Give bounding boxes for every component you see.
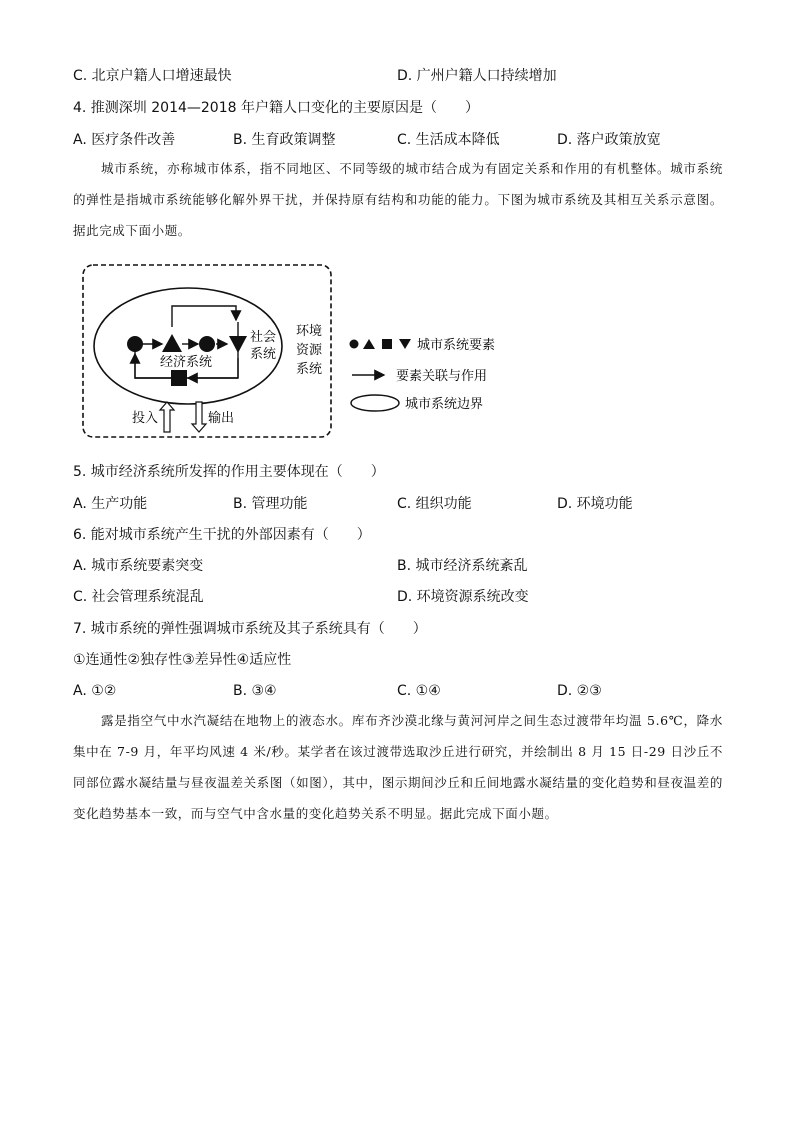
q7-option-c: C. ①④: [397, 683, 441, 699]
input-arrow-icon: [160, 402, 174, 432]
urban-system-diagram: [78, 262, 538, 442]
legend-arrow-label: 要素关联与作用: [396, 369, 488, 384]
q6-option-b: B. 城市经济系统紊乱: [397, 558, 528, 574]
q7-items: ①连通性②独存性③差异性④适应性: [73, 652, 292, 668]
q5-option-d: D. 环境功能: [557, 496, 633, 512]
env-label-1: 环境: [296, 324, 323, 339]
element-triangle: [162, 334, 182, 352]
q7-option-a: A. ①②: [73, 683, 117, 699]
q5-stem: 5. 城市经济系统所发挥的作用主要体现在（ ）: [73, 464, 385, 480]
q6-option-d: D. 环境资源系统改变: [397, 589, 529, 605]
legend-triangle-icon: [363, 339, 375, 349]
q4-option-b: B. 生育政策调整: [233, 132, 336, 148]
q4-option-c: C. 生活成本降低: [397, 132, 500, 148]
q4-option-a: A. 医疗条件改善: [73, 132, 176, 148]
q7-option-b: B. ③④: [233, 683, 277, 699]
input-label: 投入: [132, 411, 159, 426]
q3-option-d: D. 广州户籍人口持续增加: [397, 68, 557, 84]
q4-option-d: D. 落户政策放宽: [557, 132, 661, 148]
passage-dew: 露是指空气中水汽凝结在地物上的液态水。库布齐沙漠北缘与黄河河岸之间生态过渡带年均温 5.6℃，降水集中在 7-9 月，年平均风速 4 米/秒。某学者在该过渡带选取沙丘进行研究，并绘制出 8 月 15 日-29 日沙丘不同部位露水凝结量与昼夜温差关系图（如图），其中，图示期间沙丘和丘间地露水凝结量的变化趋势和昼夜温差的变化趋势基本一致，而与空气中含水量的变化趋势关系不明显。据此完成下面小题。: [73, 713, 723, 821]
q6-option-c: C. 社会管理系统混乱: [73, 589, 204, 605]
q6-option-a: A. 城市系统要素突变: [73, 558, 204, 574]
legend-elements-label: 城市系统要素: [417, 338, 496, 353]
legend-circle-icon: [350, 340, 359, 349]
legend-boundary-icon: [351, 395, 399, 411]
element-down-triangle: [229, 336, 247, 353]
output-arrow-icon: [192, 402, 206, 432]
element-square: [171, 370, 187, 386]
q6-stem: 6. 能对城市系统产生干扰的外部因素有（ ）: [73, 527, 371, 543]
q4-stem: 4. 推测深圳 2014—2018 年户籍人口变化的主要原因是（ ）: [73, 100, 479, 116]
legend-down-triangle-icon: [399, 339, 411, 349]
env-label-2: 资源: [296, 343, 323, 358]
element-circle-left: [127, 336, 143, 352]
output-label: 输出: [208, 411, 235, 426]
q7-stem: 7. 城市系统的弹性强调城市系统及其子系统具有（ ）: [73, 621, 427, 637]
element-circle-right: [199, 336, 215, 352]
legend-square-icon: [382, 339, 392, 349]
env-label-3: 系统: [296, 362, 323, 377]
q5-option-c: C. 组织功能: [397, 496, 472, 512]
legend-boundary-label: 城市系统边界: [405, 397, 484, 412]
society-system-label-2: 系统: [250, 347, 277, 362]
q5-option-b: B. 管理功能: [233, 496, 308, 512]
q3-option-c: C. 北京户籍人口增速最快: [73, 68, 232, 84]
q5-option-a: A. 生产功能: [73, 496, 148, 512]
passage-urban-system: 城市系统，亦称城市体系，指不同地区、不同等级的城市结合成为有固定关系和作用的有机整体。城市系统的弹性是指城市系统能够化解外界干扰，并保持原有结构和功能的能力。下图为城市系统及其相互关系示意图。据此完成下面小题。: [73, 161, 723, 238]
economy-system-label: 经济系统: [160, 355, 213, 370]
q7-option-d: D. ②③: [557, 683, 602, 699]
society-system-label-1: 社会: [250, 330, 277, 345]
